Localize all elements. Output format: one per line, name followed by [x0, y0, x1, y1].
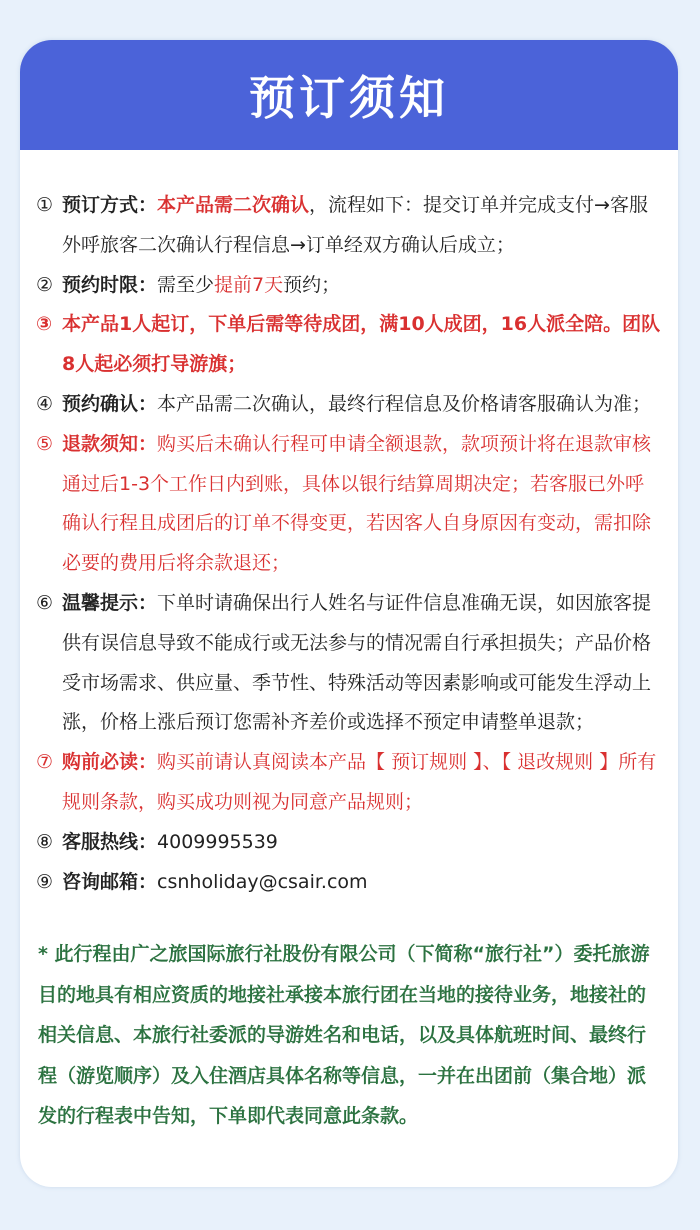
- list-item-booking-confirmation: [36, 385, 662, 425]
- list-item-booking-time-limit: [36, 266, 662, 306]
- booking-rules-link[interactable]: 【 预订规则 】: [366, 751, 483, 774]
- list-item-hotline: [36, 823, 662, 863]
- page-title: 预订须知: [249, 71, 449, 125]
- hotline-number[interactable]: 4009995539: [157, 830, 278, 853]
- list-item-reminder: [36, 584, 662, 743]
- booking-notice-card: [20, 40, 678, 1187]
- refund-rules-link[interactable]: 【 退改规则 】: [501, 751, 619, 774]
- contact-email[interactable]: csnholiday@csair.com: [157, 870, 368, 893]
- disclaimer-notice: * 此行程由广之旅国际旅行社股份有限公司（下简称“旅行社”）委托旅游目的地具有相应资质的地接社承接本旅行团在当地的接待业务，地接社的相关信息、本旅行社委派的导游姓名和电话，以及具体航班时间、最终行程（游览顺序）及入住酒店具体名称等信息，一并在出团前（集合地）派发的行程表中告知，下单即代表同意此条款。: [38, 943, 650, 1128]
- item-text: 购买前请认真阅读本产品: [157, 751, 367, 774]
- item-text: 、: [482, 751, 502, 774]
- notice-list: [20, 150, 678, 902]
- item-number: ⑦: [36, 751, 54, 774]
- item-label: 预约确认：: [62, 392, 158, 415]
- item-text: ，流程如下：提交订单并完成支付→客服外呼旅客二次确认行程信息→订单经双方确认后成立；: [62, 194, 648, 256]
- item-label: 预约时限：: [62, 273, 158, 296]
- item-number: ⑤: [36, 432, 54, 455]
- item-number: ④: [36, 392, 54, 415]
- item-label: 购前必读：: [62, 751, 158, 774]
- item-text: 本产品1人起订，下单后需等待成团，满10人成团，16人派全陪。团队8人起必须打导游旗；: [62, 313, 661, 376]
- item-text: 购买后未确认行程可申请全额退款，款项预计将在退款审核通过后1-3个工作日内到账，具体以银行结算周期决定；若客服已外呼确认行程且成团后的订单不得变更，若因客人自身原因有变动，需扣除必要的费用后将余款退还；: [62, 432, 652, 575]
- item-text: 预约；: [283, 273, 341, 296]
- item-text: 下单时请确保出行人姓名与证件信息准确无误，如因旅客提供有误信息导致不能成行或无法参与的情况需自行承担损失；产品价格受市场需求、供应量、季节性、特殊活动等因素影响或可能发生浮动上涨，价格上涨后预订您需补齐差价或选择不预定申请整单退款；: [62, 591, 652, 734]
- item-number: ⑧: [36, 830, 54, 853]
- item-number: ⑥: [36, 591, 54, 614]
- item-number: ②: [36, 273, 54, 296]
- item-highlight: 本产品需二次确认: [157, 194, 310, 216]
- card-header: [20, 40, 678, 150]
- item-label: 温馨提示：: [62, 591, 158, 614]
- list-item-group-rules: [36, 305, 662, 385]
- item-text: 本产品需二次确认，最终行程信息及价格请客服确认为准；: [157, 392, 652, 415]
- list-item-refund-policy: [36, 425, 662, 584]
- item-label: 预订方式：: [62, 194, 158, 216]
- item-label: 客服热线：: [62, 830, 158, 853]
- item-highlight: 提前7天: [214, 273, 284, 296]
- list-item-booking-method: [36, 186, 662, 266]
- item-text: 需至少: [157, 273, 215, 296]
- item-number: ③: [36, 313, 53, 336]
- list-item-must-read: [36, 743, 662, 823]
- list-item-email: [36, 863, 662, 903]
- item-number: ⑨: [36, 870, 54, 893]
- item-label: 退款须知：: [62, 432, 158, 455]
- item-number: ①: [36, 194, 54, 216]
- item-label: 咨询邮箱：: [62, 870, 158, 893]
- item-text: 所有规则条款，购买成功则视为同意产品规则；: [62, 751, 657, 813]
